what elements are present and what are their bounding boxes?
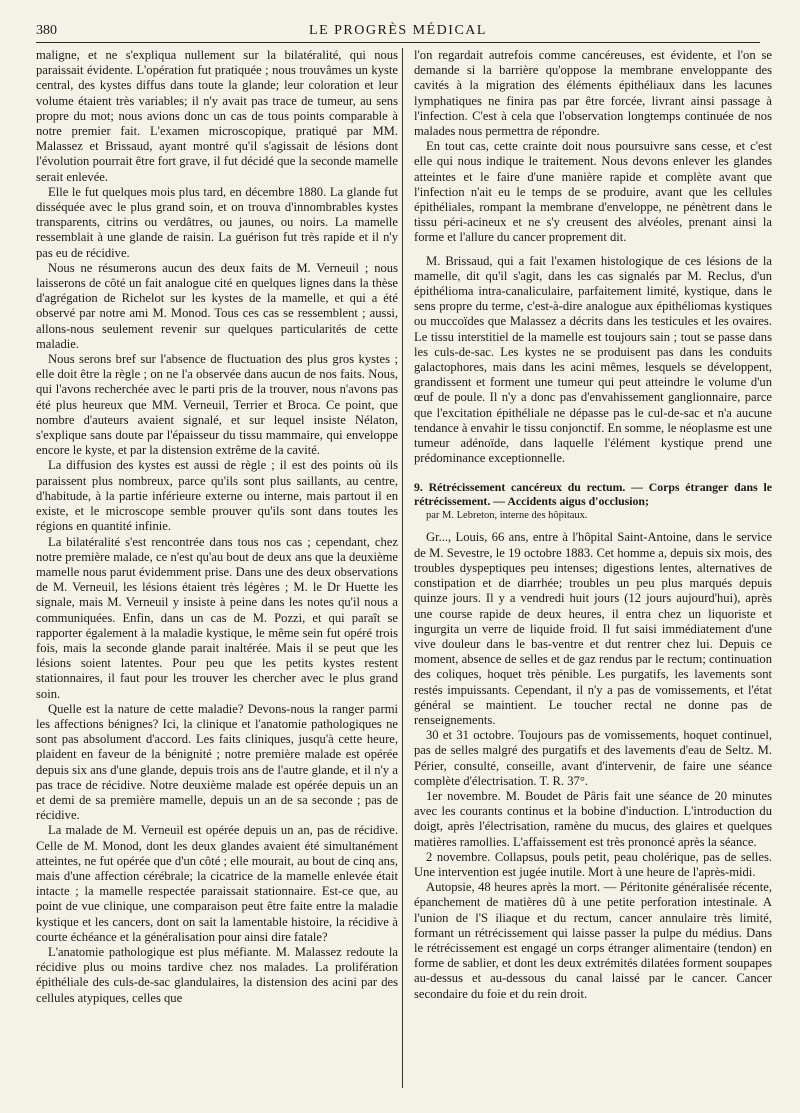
paragraph: Nous serons bref sur l'absence de fluctuation des plus gros kystes ; elle doit être la règle ; on ne l'a observée dans aucun de nos faits. Nous, qui l'avons recherchée avec le parti pris de la trouver, nous n'avons pas été plus heureux que MM. Verneuil, Terrier et Broca. Ce point, que nombre d'auteurs avaient signalé, et sur lequel insiste Nélaton, s'explique sans doute par l'épaisseur du tissu mammaire, qui enveloppe encore le kyste, et par la distension extrême de la cavité. [36, 352, 398, 458]
page-number: 380 [36, 23, 57, 38]
case-author: par M. Lebreton, interne des hôpitaux. [426, 510, 588, 522]
paragraph: Elle le fut quelques mois plus tard, en décembre 1880. La glande fut disséquée avec le plus grand soin, et on trouva d'innombrables kystes transparents, citrins ou verdâtres, ou jaunes, ou noirs. La mamelle ressemblait à une glande de raisin. La guérison fut très rapide et il n'y pas eu de récidive. [36, 184, 398, 260]
paragraph: Autopsie, 48 heures après la mort. — Péritonite généralisée récente, épanchement de matières dû à une petite perforation intestinale. A l'union de l'S iliaque et du rectum, cancer annulaire très limité, formant un rétrécissement qui laisse passer la pulpe du médius. Dans le rétrécissement est engagé un corps étranger alimentaire (tendon) en forme de sablier, et dont les deux extrémités dilatées forment soupapes au-dessus et au-dessous du canal laissé par le cancer. Cancer secondaire du foie et du rein droit. [414, 880, 772, 1001]
paragraph: Quelle est la nature de cette maladie? Devons-nous la ranger parmi les affections bénignes? Ici, la clinique et l'anatomie pathologiques ne sont pas absolument d'accord. Les faits cliniques, jusqu'à cette heure, plaident en faveur de la bénignité ; notre première malade est opérée depuis six ans d'une glande, depuis trois ans de l'autre glande, et il n'y a pas trace de récidive. Notre deuxième malade est opérée depuis un an et demi de sa première mamelle, depuis un an de sa seconde ; pas de récidive. [36, 701, 398, 823]
right-column [414, 48, 772, 1002]
paragraph: maligne, et ne s'expliqua nullement sur la bilatéralité, qui nous paraissait évidente. L'opération fut pratiquée ; nous trouvâmes un kyste central, des kystes diffus dans toute la glande; leur coloration et leur volume étaient très variables; il n'y avait pas trace de tumeur, au sens propre du mot; nous avions donc un cas de tous points comparable à notre premier fait. L'examen microscopique, pratiqué par MM. Malassez et Brissaud, ayant montré qu'il s'agissait de lésions dont l'évolution pourrait être fort grave, il fut décidé que la seconde mamelle serait enlevée. [36, 48, 398, 184]
left-column [36, 48, 398, 1006]
paragraph: L'anatomie pathologique est plus méfiante. M. Malassez redoute la récidive plus ou moins tardive chez nos malades. La prolifération épithéliale des culs-de-sac glandulaires, la distension des acini par des cellules atypiques, celles que [36, 944, 398, 1005]
paragraph: La diffusion des kystes est aussi de règle ; il est des points où ils paraissent plus nombreux, parce qu'ils sont plus saillants, au centre, d'habitude, à la partie inférieure externe ou interne, mais partout il en existe, et le microscope semble prouver qu'ils sont dans toutes les régions en quantité infinie. [36, 458, 398, 534]
paragraph: M. Brissaud, qui a fait l'examen histologique de ces lésions de la mamelle, dit qu'il s'agit, dans les cas signalés par M. Reclus, d'un épithélioma intra-canaliculaire, parfaitement limité, kystique, dans le sens propre du terme, c'est-à-dire analogue aux épithéliomas kystiques ou muccoïdes que Malassez a décrits dans les testicules et les ovaires. Le tissu interstitiel de la mamelle est toujours sain ; tout se passe dans les culs-de-sac. Les kystes ne se produisent pas dans les conduits galactophores, mais dans les acini mêmes, lesquels se développent, grandissent et forment une tumeur qui peut atteindre le volume d'un œuf de poule. Il n'y a donc pas d'envahissement ganglionnaire, parce que l'excitation épithéliale ne dépasse pas le cul-de-sac et n'a aucune tendance à envahir le tissu conjonctif. En somme, le néoplasme est une tumeur adénoïde, dans laquelle l'élément kystique prend une prédominance exceptionnelle. [414, 253, 772, 466]
paragraph: 2 novembre. Collapsus, pouls petit, peau cholérique, pas de selles. Une intervention est jugée inutile. Mort à une heure de l'après-midi. [414, 849, 772, 879]
section-gap [414, 246, 772, 254]
paragraph: 1er novembre. M. Boudet de Pâris fait une séance de 20 minutes avec les courants continus et la bobine d'induction. L'introduction du doigt, après l'électrisation, ramène du mucus, des glaires et quelques matières ramollies. L'affaissement est très prononcé après la séance. [414, 788, 772, 849]
paragraph: l'on regardait autrefois comme cancéreuses, est évidente, et l'on se demande si la barrière qu'oppose la membrane enveloppante des cavités à la migration des éléments épithéliaux dans les lacunes lymphatiques ne finira pas par être forcée, livrant ainsi passage à l'infection. C'est à cela que l'observation longtemps continuée de nos malades nous permettra de répondre. [414, 48, 772, 139]
paragraph: 30 et 31 octobre. Toujours pas de vomissements, hoquet continuel, pas de selles malgré des purgatifs et des lavements d'eau de Seltz. M. Périer, consulté, conseille, avant d'intervenir, de faire une séance complète d'électrisation. T. R. 37°. [414, 728, 772, 788]
paragraph: La malade de M. Verneuil est opérée depuis un an, pas de récidive. Celle de M. Monod, dont les deux glandes avaient été simultanément atteintes, ne fut opérée que d'un côté ; elle mourait, au bout de cinq ans, mais d'une affection cérébrale; la cicatrice de la mamelle enlevée était intacte ; la mamelle respectée paraissait stationnaire. Est-ce que, au point de vue clinique, une comparaison peut être faite entre la maladie kystique et les cancers, dont on sait la lamentable histoire, la récidive à courte échéance et la généralisation pour ainsi dire fatale? [36, 823, 398, 944]
journal-title: LE PROGRÈS MÉDICAL [309, 23, 487, 38]
page-header [36, 20, 760, 43]
paragraph: Gr..., Louis, 66 ans, entre à l'hôpital Saint-Antoine, dans le service de M. Sevestre, le 19 octobre 1883. Cet homme a, depuis six mois, des troubles dyspeptiques peu intenses; digestions lentes, alternatives de constipation et de diarrhée; troubles un peu plus marqués depuis quinze jours. Il y a vendredi huit jours (12 jours aujourd'hui), après une course rapide de deux heures, il entra chez un liquoriste et ingurgita un verre de liquide froid. Il fut saisi immédiatement d'une vive douleur dans le bas-ventre et dut rentrer chez lui. Depuis ce moment, absence de selles et de gaz rendus par le rectum; continuation des coliques, hoquet très pénible. Les purgatifs, les lavements sont restés impuissants. Cependant, il n'y a pas de vomissements, et l'état général se maintient. Le toucher rectal ne donne pas de renseignements. [414, 530, 772, 727]
paragraph: La bilatéralité s'est rencontrée dans tous nos cas ; cependant, chez notre première malade, ce n'est qu'au bout de deux ans que la deuxième mamelle nous parut évidemment prise. Dans une des deux observations de M. Verneuil, les lésions étaient très légères ; M. le Dr Huette les signale, mais M. Verneuil y insiste à peine dans les notes qu'il nous a communiquées. Enfin, dans un cas de M. Pozzi, et qui paraît se rapporter également à la maladie kystique, le même sein fut opéré trois fois, mais la seconde glande parait inaltérée. Mais il se peut que les lésions soient latentes. Pour peu que les petits kystes restent stationnaires, il faut pour les trouver les chercher avec le plus grand soin. [36, 534, 398, 701]
paragraph: Nous ne résumerons aucun des deux faits de M. Verneuil ; nous laisserons de côté un fait analogue cité en quelques lignes dans la thèse d'agrégation de Richelot sur les kystes de la mamelle, et qui a été observé par notre ami M. Monod. Tous ces cas se ressemblent ; aussi, allons-nous seulement revenir sur quelques particularités de cette maladie. [36, 260, 398, 351]
column-divider [402, 48, 403, 1088]
case-heading: 9. Rétrécissement cancéreux du rectum. — Corps étranger dans le rétrécissement. — Accidents aigus d'occlusion; [414, 480, 772, 509]
paragraph: En tout cas, cette crainte doit nous poursuivre sans cesse, et c'est elle qui nous indique le traitement. Nous devons enlever les glandes atteintes et le faire d'une manière rapide et complète avant que l'infection n'ait eu le temps de se produire, avant que les cellules épithéliales, rompant la membrane d'enveloppe, ne pénètrent dans le tissu péri-acineux et ne s'y creusent des alvéoles, prenant ainsi la forme et l'allure du cancer proprement dit. [414, 139, 772, 245]
